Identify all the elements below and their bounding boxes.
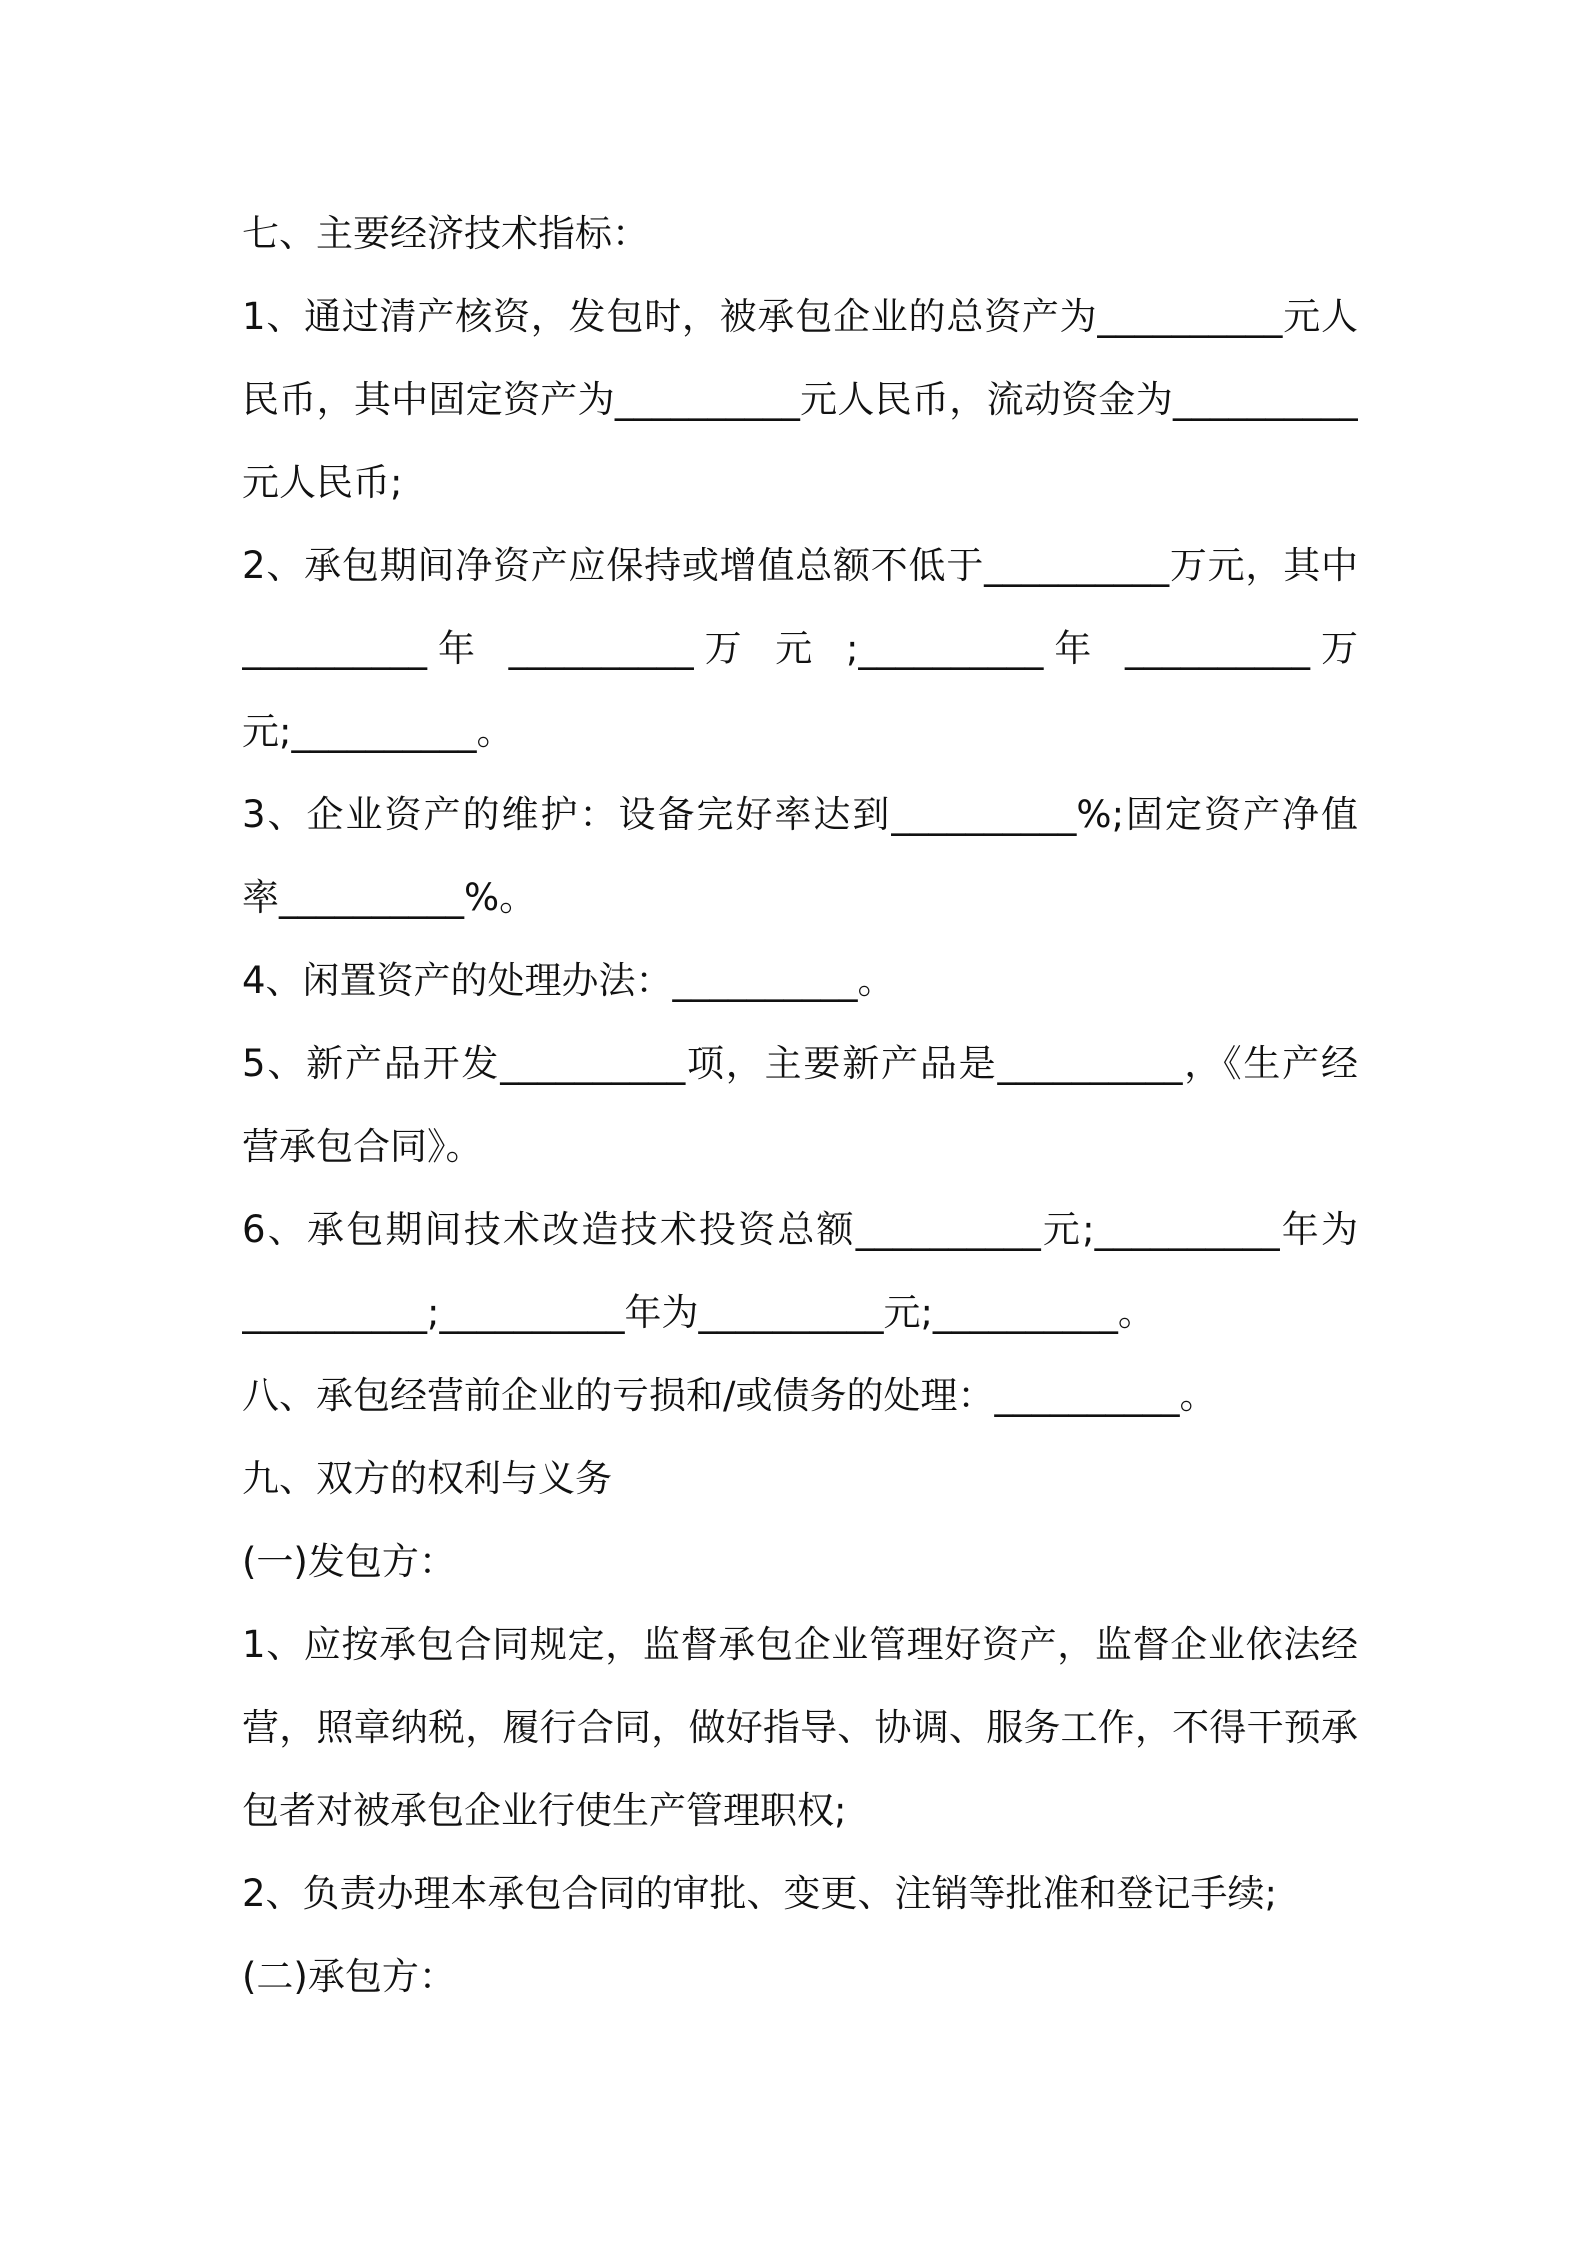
paragraph-line: 营承包合同》。 xyxy=(242,1125,483,1168)
paragraph-line: 4、闲置资产的处理办法：__________。 xyxy=(242,959,895,1002)
paragraph-line: 2、负责办理本承包合同的审批、变更、注销等批准和登记手续; xyxy=(242,1872,1278,1915)
subsection-heading-issuer: (一)发包方： xyxy=(242,1540,456,1583)
paragraph-line: 3、企业资产的维护：设备完好率达到__________%;固定资产净值 xyxy=(242,793,1358,836)
paragraph-line: 营，照章纳税，履行合同，做好指导、协调、服务工作，不得干预承 xyxy=(242,1706,1358,1749)
paragraph-line: 1、应按承包合同规定，监督承包企业管理好资产，监督企业依法经 xyxy=(242,1623,1358,1666)
section-heading-7: 七、主要经济技术指标： xyxy=(242,212,649,255)
section-heading-8: 八、承包经营前企业的亏损和/或债务的处理：__________。 xyxy=(242,1374,1217,1417)
section-heading-9: 九、双方的权利与义务 xyxy=(242,1457,612,1500)
paragraph-line: 5、新产品开发__________项，主要新产品是__________，《生产经 xyxy=(242,1042,1358,1085)
paragraph-line: 6、承包期间技术改造技术投资总额__________元;__________年为 xyxy=(242,1208,1358,1251)
paragraph-line: 2、承包期间净资产应保持或增值总额不低于__________万元，其中 xyxy=(242,544,1358,587)
paragraph-line: 包者对被承包企业行使生产管理职权; xyxy=(242,1789,847,1832)
paragraph-line: __________;__________年为__________元;__________。 xyxy=(242,1291,1155,1334)
paragraph-line: 元;__________。 xyxy=(242,710,514,753)
paragraph-line: 率__________%。 xyxy=(242,876,537,919)
subsection-heading-contractor: (二)承包方： xyxy=(242,1955,456,1998)
paragraph-line: 元人民币; xyxy=(242,461,403,504)
paragraph-line: 1、通过清产核资，发包时，被承包企业的总资产为__________元人 xyxy=(242,295,1358,338)
paragraph-line: __________年 __________万 元 ;__________年 __________万 xyxy=(242,627,1358,670)
paragraph-line: 民币，其中固定资产为__________元人民币，流动资金为__________ xyxy=(242,378,1358,421)
